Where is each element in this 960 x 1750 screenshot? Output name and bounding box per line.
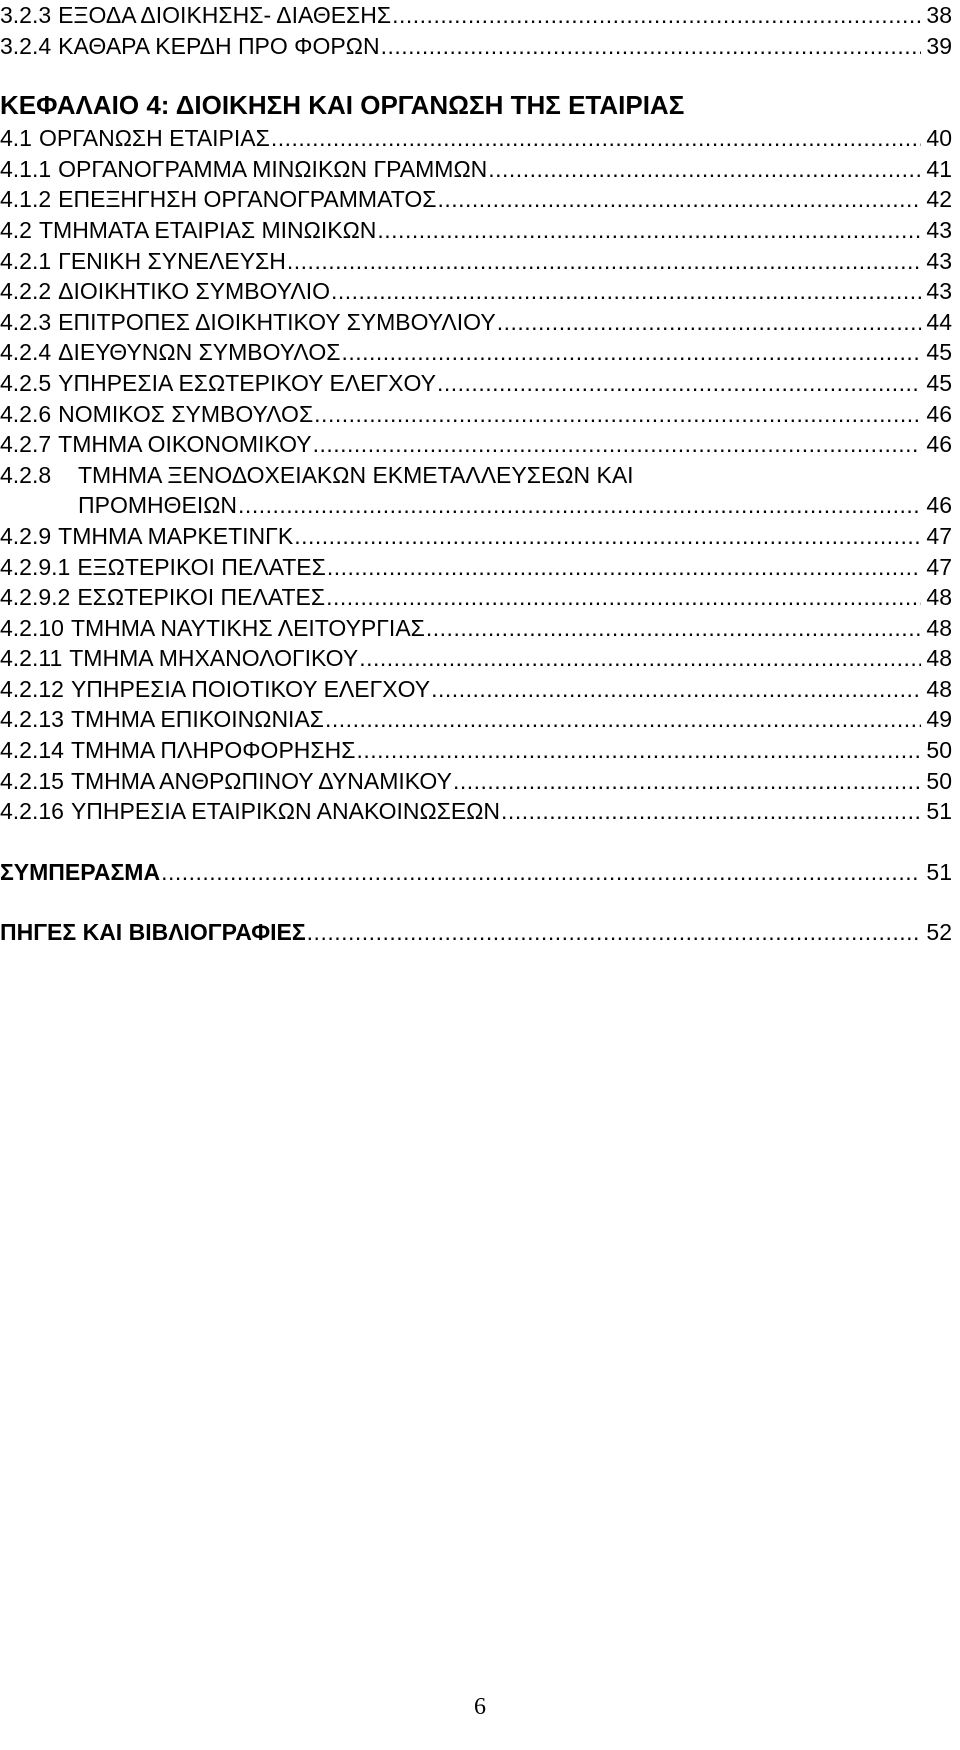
- toc-dot-leader: [313, 429, 922, 460]
- toc-dot-leader: [392, 0, 921, 31]
- toc-entry-number: 4.1.2: [0, 186, 52, 213]
- toc-entry-page: 43: [926, 247, 952, 274]
- toc-entry[interactable]: [0, 337, 952, 368]
- toc-entry-page: 48: [926, 645, 952, 672]
- toc-entry-number: 4.2: [0, 216, 32, 243]
- toc-entry-title: ΠΗΓΕΣ ΚΑΙ ΒΙΒΛΙΟΓΡΑΦΙΕΣ: [0, 919, 306, 946]
- toc-entry-title-continued: ΠΡΟΜΗΘΕΙΩΝ: [78, 492, 238, 519]
- toc-entry-title: ΟΡΓΑΝΩΣΗ ΕΤΑΙΡΙΑΣ: [38, 125, 270, 152]
- toc-entry[interactable]: [0, 0, 952, 31]
- toc-dot-leader: [307, 917, 922, 948]
- page-number: 6: [474, 1694, 486, 1720]
- toc-entry-number: 4.2.4: [0, 339, 52, 366]
- toc-dot-leader: [437, 184, 921, 215]
- toc-entry-title: ΤΜΗΜΑ ΑΝΘΡΩΠΙΝΟΥ ΔΥΝΑΜΙΚΟΥ: [70, 767, 452, 794]
- toc-entry-title: ΥΠΗΡΕΣΙΑ ΕΤΑΙΡΙΚΩΝ ΑΝΑΚΟΙΝΩΣΕΩΝ: [70, 798, 501, 825]
- toc-entry-page: 48: [926, 675, 952, 702]
- toc-entry-page: 47: [926, 553, 952, 580]
- toc-entry-title: ΔΙΟΙΚΗΤΙΚΟ ΣΥΜΒΟΥΛΙΟ: [58, 278, 330, 305]
- toc-dot-leader: [426, 613, 922, 644]
- chapter-heading[interactable]: ΚΕΦΑΛΑΙΟ 4: ΔΙΟΙΚΗΣΗ ΚΑΙ ΟΡΓΑΝΩΣΗ ΤΗΣ ΕΤΑΙΡΙΑΣ: [0, 90, 685, 121]
- toc-entry-page: 49: [926, 706, 952, 733]
- toc-entry-wrapped[interactable]: [0, 460, 952, 521]
- toc-entry-title: ΤΜΗΜΑΤΑ ΕΤΑΙΡΙΑΣ ΜΙΝΩΙΚΩΝ: [38, 216, 377, 243]
- toc-dot-leader: [437, 368, 921, 399]
- toc-entry-title: ΝΟΜΙΚΟΣ ΣΥΜΒΟΥΛΟΣ: [58, 400, 314, 427]
- toc-entry-number: 4.2.9.1: [0, 553, 71, 580]
- toc-entry-number: 4.2.11: [0, 645, 63, 672]
- toc-entry-number: 4.2.9: [0, 522, 52, 549]
- toc-entry-number: 4.2.14: [0, 737, 64, 764]
- toc-dot-leader: [326, 582, 921, 613]
- toc-entry-page: 45: [926, 339, 952, 366]
- toc-entry[interactable]: [0, 521, 952, 552]
- toc-entry[interactable]: [0, 735, 952, 766]
- toc-entry-second-line: [0, 490, 952, 521]
- toc-entry-number: 4.2.5: [0, 369, 52, 396]
- toc-entry-page: 52: [926, 919, 952, 946]
- toc-entry-title: ΣΥΜΠΕΡΑΣΜΑ: [0, 858, 161, 885]
- toc-entry[interactable]: [0, 276, 952, 307]
- toc-entry[interactable]: [0, 429, 952, 460]
- toc-entry[interactable]: [0, 154, 952, 185]
- toc-entry-number: 4.2.3: [0, 308, 52, 335]
- toc-entry[interactable]: [0, 582, 952, 613]
- toc-dot-leader: [161, 857, 921, 888]
- toc-entry-page: 48: [926, 584, 952, 611]
- toc-dot-leader: [359, 643, 921, 674]
- toc-entry-number: 3.2.4: [0, 32, 52, 59]
- toc-entry-page: 48: [926, 614, 952, 641]
- toc-entry-title: ΤΜΗΜΑ ΝΑΥΤΙΚΗΣ ΛΕΙΤΟΥΡΓΙΑΣ: [70, 614, 425, 641]
- toc-entry-number: 4.2.13: [0, 706, 64, 733]
- toc-entry-page: 45: [926, 369, 952, 396]
- toc-entry[interactable]: [0, 307, 952, 338]
- toc-entry-number: 4.1.1: [0, 155, 52, 182]
- toc-entry[interactable]: [0, 31, 952, 62]
- toc-dot-leader: [501, 796, 921, 827]
- toc-entry[interactable]: [0, 704, 952, 735]
- toc-entry[interactable]: [0, 399, 952, 430]
- toc-entry-title: ΥΠΗΡΕΣΙΑ ΕΣΩΤΕΡΙΚΟΥ ΕΛΕΓΧΟΥ: [58, 369, 436, 396]
- toc-entry-title: ΤΜΗΜΑ ΕΠΙΚΟΙΝΩΝΙΑΣ: [70, 706, 325, 733]
- toc-entry-title: ΕΠΕΞΗΓΗΣΗ ΟΡΓΑΝΟΓΡΑΜΜΑΤΟΣ: [58, 186, 437, 213]
- toc-entry-number: 4.2.16: [0, 798, 64, 825]
- toc-entry-page: 46: [926, 492, 952, 519]
- toc-entry-number: 4.2.10: [0, 614, 64, 641]
- toc-entry-page: 50: [926, 767, 952, 794]
- toc-entry[interactable]: [0, 552, 952, 583]
- toc-entry-title: ΤΜΗΜΑ ΜΗΧΑΝΟΛΟΓΙΚΟΥ: [69, 645, 359, 672]
- toc-dot-leader: [381, 31, 922, 62]
- toc-dot-leader: [453, 766, 921, 797]
- toc-entry[interactable]: [0, 643, 952, 674]
- toc-entry-number: 4.2.8: [0, 461, 52, 488]
- toc-dot-leader: [238, 490, 921, 521]
- toc-entry[interactable]: [0, 368, 952, 399]
- toc-entry-page: 43: [926, 216, 952, 243]
- toc-dot-leader: [271, 123, 922, 154]
- toc-entry-title: ΤΜΗΜΑ ΜΑΡΚΕΤΙΝΓΚ: [58, 522, 294, 549]
- toc-entry-page: 47: [926, 522, 952, 549]
- toc-entry-title: ΕΣΩΤΕΡΙΚΟΙ ΠΕΛΑΤΕΣ: [77, 584, 326, 611]
- toc-dot-leader: [488, 154, 921, 185]
- toc-entry-title: ΥΠΗΡΕΣΙΑ ΠΟΙΟΤΙΚΟΥ ΕΛΕΓΧΟΥ: [70, 675, 431, 702]
- toc-entry-page: 41: [926, 155, 952, 182]
- toc-entry-page: 46: [926, 431, 952, 458]
- toc-entry-page: 42: [926, 186, 952, 213]
- toc-entry-number: 4.2.2: [0, 278, 52, 305]
- toc-entry[interactable]: [0, 246, 952, 277]
- toc-entry-conclusion[interactable]: [0, 857, 952, 888]
- toc-entry-number: 4.2.6: [0, 400, 52, 427]
- toc-entry[interactable]: [0, 796, 952, 827]
- toc-entry-title: ΤΜΗΜΑ ΟΙΚΟΝΟΜΙΚΟΥ: [58, 431, 312, 458]
- toc-entry-title: ΕΞΟΔΑ ΔΙΟΙΚΗΣΗΣ- ΔΙΑΘΕΣΗΣ: [58, 2, 392, 28]
- toc-dot-leader: [497, 307, 922, 338]
- toc-entry-title: ΔΙΕΥΘΥΝΩΝ ΣΥΜΒΟΥΛΟΣ: [58, 339, 341, 366]
- toc-entry-page: 40: [926, 125, 952, 152]
- toc-dot-leader: [341, 337, 921, 368]
- toc-entry[interactable]: [0, 123, 952, 154]
- toc-dot-leader: [356, 735, 921, 766]
- toc-entry-number: 4.1: [0, 125, 32, 152]
- toc-entry-title: ΕΞΩΤΕΡΙΚΟΙ ΠΕΛΑΤΕΣ: [77, 553, 326, 580]
- toc-dot-leader: [377, 215, 921, 246]
- toc-dot-leader: [327, 552, 922, 583]
- toc-entry-number: 4.2.7: [0, 431, 52, 458]
- toc-entry-page: 51: [926, 858, 952, 885]
- toc-entry-page: 44: [926, 308, 952, 335]
- toc-entry-number: 4.2.1: [0, 247, 52, 274]
- toc-entry[interactable]: [0, 613, 952, 644]
- toc-dot-leader: [314, 399, 921, 430]
- toc-entry[interactable]: [0, 215, 952, 246]
- toc-entry-title: ΓΕΝΙΚΗ ΣΥΝΕΛΕΥΣΗ: [58, 247, 286, 274]
- toc-dot-leader: [294, 521, 921, 552]
- toc-dot-leader: [431, 674, 921, 705]
- toc-entry-title: ΚΑΘΑΡΑ ΚΕΡΔΗ ΠΡΟ ΦΟΡΩΝ: [58, 32, 380, 59]
- toc-entry-number: 4.2.12: [0, 675, 64, 702]
- toc-entry-page: 43: [926, 278, 952, 305]
- toc-dot-leader: [287, 246, 922, 277]
- toc-dot-leader: [325, 704, 921, 735]
- toc-entry-title: ΕΠΙΤΡΟΠΕΣ ΔΙΟΙΚΗΤΙΚΟΥ ΣΥΜΒΟΥΛΙΟΥ: [58, 308, 496, 335]
- toc-entry-title: ΤΜΗΜΑ ΠΛΗΡΟΦΟΡΗΣΗΣ: [70, 737, 356, 764]
- toc-entry-page: 39: [926, 32, 952, 59]
- toc-entry[interactable]: [0, 766, 952, 797]
- toc-entry-number: 3.2.3: [0, 2, 52, 28]
- toc-entry-page: 46: [926, 400, 952, 427]
- toc-entry-title: ΤΜΗΜΑ ΞΕΝΟΔΟΧΕΙΑΚΩΝ ΕΚΜΕΤΑΛΛΕΥΣΕΩΝ ΚΑΙ: [78, 461, 634, 488]
- toc-entry-number: 4.2.15: [0, 767, 64, 794]
- toc-entry[interactable]: [0, 674, 952, 705]
- toc-entry-first-line: [0, 460, 952, 491]
- toc-entry[interactable]: [0, 184, 952, 215]
- toc-entry-page: 51: [926, 798, 952, 825]
- toc-dot-leader: [331, 276, 921, 307]
- toc-entry-number: 4.2.9.2: [0, 584, 71, 611]
- toc-entry-title: ΟΡΓΑΝΟΓΡΑΜΜΑ ΜΙΝΩΙΚΩΝ ΓΡΑΜΜΩΝ: [58, 155, 488, 182]
- toc-entry-bibliography[interactable]: [0, 917, 952, 948]
- toc-entry-page: 50: [926, 737, 952, 764]
- toc-entry-page: 38: [926, 2, 952, 28]
